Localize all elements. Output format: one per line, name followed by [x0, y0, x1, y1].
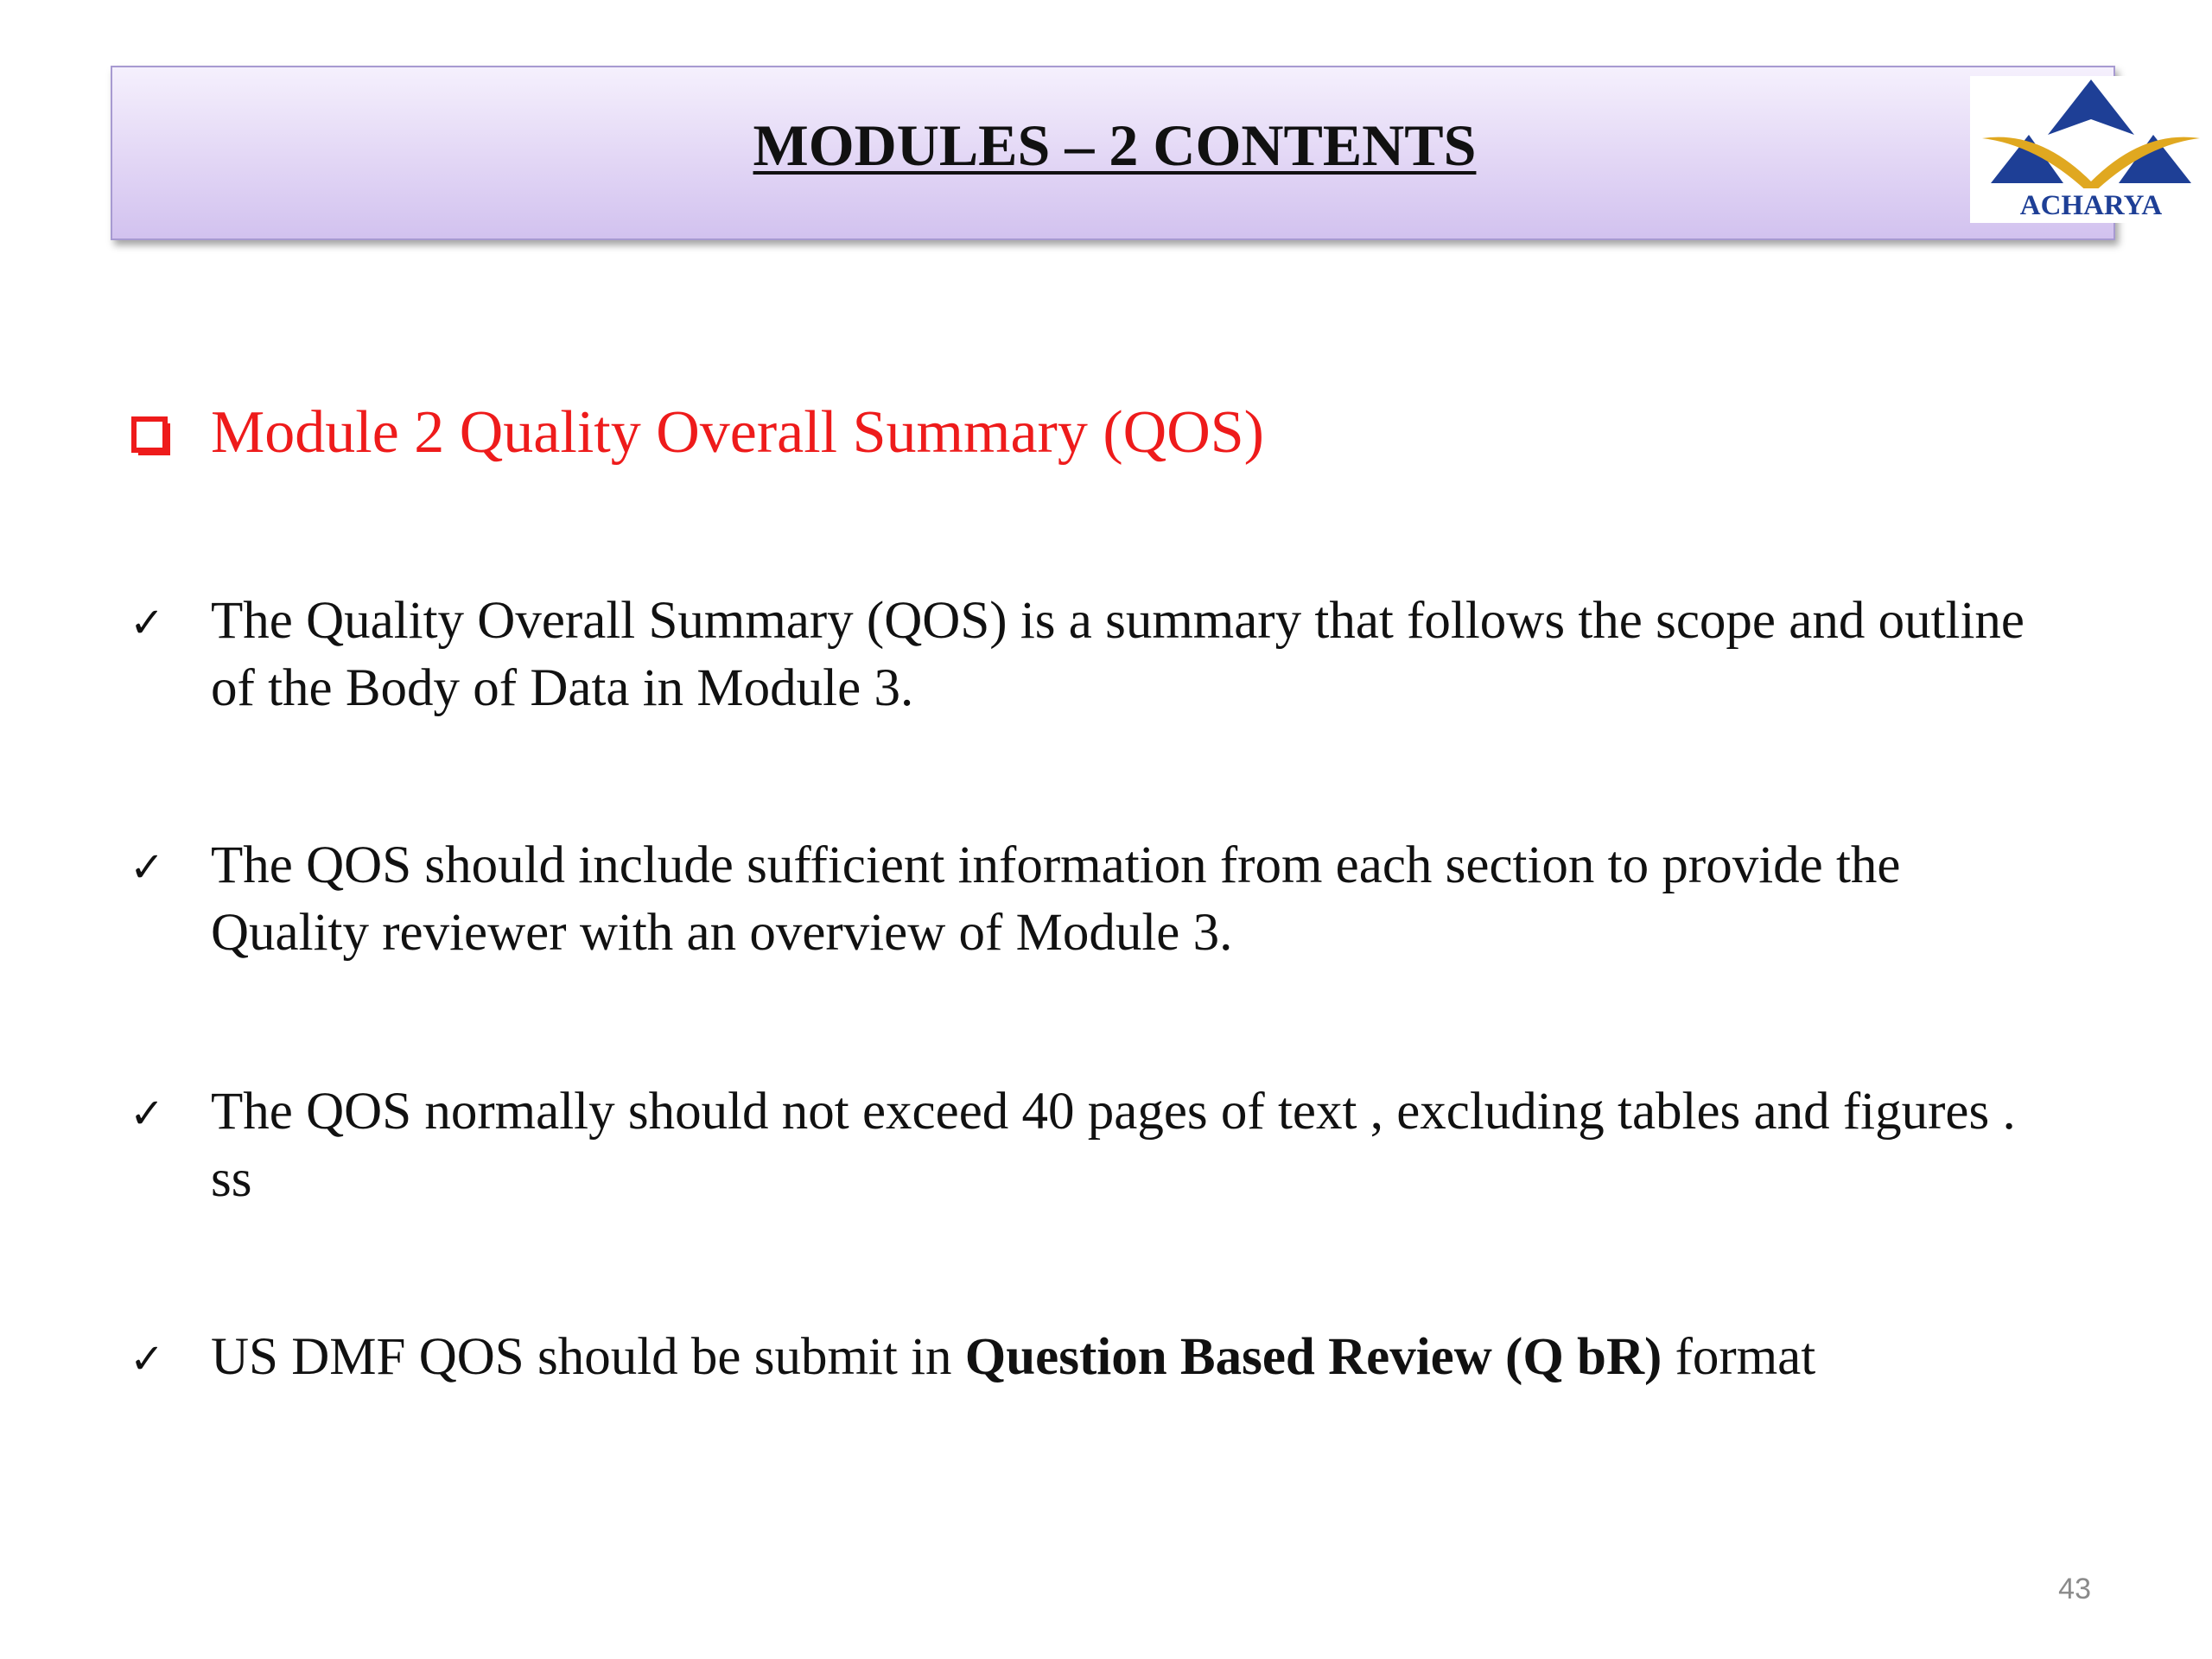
check-icon: ✓ — [130, 599, 165, 647]
bullet-text-bold: Question Based Review (Q bR) — [964, 1328, 1662, 1386]
acharya-logo-icon — [1970, 76, 2212, 223]
heading-text: Module 2 Quality Overall Summary (QOS) — [211, 399, 1264, 466]
checkbox-square-icon — [130, 415, 173, 458]
bullet-text-after: format — [1662, 1328, 1816, 1386]
check-icon: ✓ — [130, 1090, 165, 1138]
check-icon: ✓ — [130, 843, 165, 892]
logo-text: ACHARYA — [2019, 190, 2163, 221]
title-bar — [111, 66, 2163, 240]
bullet-text: The QOS should include sufficient information from each section to provide the Quality reviewer with an overview of Module 3. — [211, 836, 1901, 962]
bullet-text — [211, 1324, 2069, 1391]
page-number: 43 — [2058, 1573, 2091, 1605]
bullet-text: The Quality Overall Summary (QOS) is a summary that follows the scope and outline of the Body of Data in Module 3. — [211, 592, 2024, 717]
bullet-text: The QOS normally should not exceed 40 pages of text , excluding tables and figures . ss — [211, 1083, 2016, 1208]
check-icon: ✓ — [130, 1335, 165, 1383]
acharya-logo — [1970, 76, 2212, 223]
bullet-text-before: US DMF QOS should be submit in — [211, 1328, 965, 1386]
slide-title: MODULES – 2 CONTENTS — [753, 112, 1477, 178]
